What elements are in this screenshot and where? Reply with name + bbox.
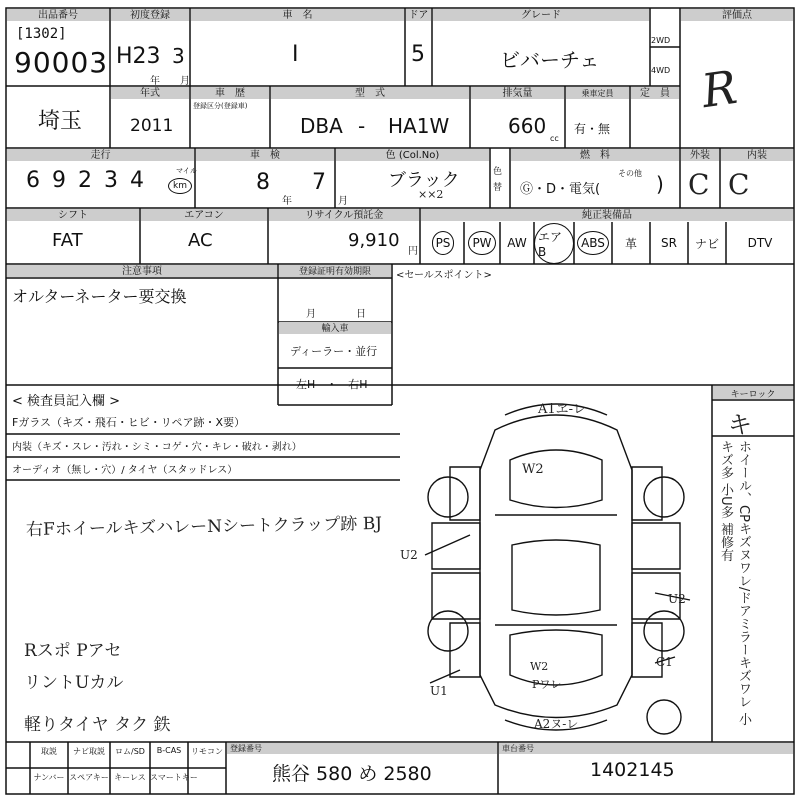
shift-label: シフト bbox=[58, 210, 88, 221]
equip-7 bbox=[688, 222, 726, 264]
equip-6 bbox=[650, 222, 688, 264]
odometer-label: 走行 bbox=[90, 150, 111, 161]
score-label: 評価点 bbox=[722, 10, 752, 21]
fuel-value: Ⓖ・D・電気( bbox=[520, 182, 601, 197]
accessory-option: ナンバー bbox=[33, 773, 65, 782]
shift-value: FAT bbox=[52, 230, 83, 251]
accessory-option: ナビ取説 bbox=[73, 747, 105, 756]
car-body-outline bbox=[480, 415, 632, 718]
accessory-option: スマートキー bbox=[150, 773, 198, 782]
equip-label-8: DTV bbox=[747, 236, 773, 250]
sales-point-label: <セールスポイント> bbox=[396, 270, 492, 281]
grade-label: グレード bbox=[521, 10, 561, 21]
damage-mark-rear-bumper: Pワレ bbox=[532, 678, 562, 691]
ac-value: AC bbox=[188, 230, 213, 251]
lot-label: 出品番号 bbox=[38, 10, 78, 21]
prefecture: 埼玉 bbox=[38, 109, 83, 134]
chassis-label: 車台番号 bbox=[502, 744, 534, 753]
ari-nashi: 有・無 bbox=[574, 122, 611, 136]
exterior-grade: C bbox=[688, 168, 710, 201]
equip-8 bbox=[726, 222, 794, 264]
equip-label-2: AW bbox=[507, 236, 527, 250]
left-front-fender bbox=[450, 467, 480, 520]
car-name-label: 車 名 bbox=[282, 10, 313, 21]
equip-1 bbox=[464, 222, 500, 264]
recycle-label: リサイクル預託金 bbox=[304, 210, 384, 221]
car-name: I bbox=[292, 42, 299, 67]
accessory-option: B-CAS bbox=[156, 746, 182, 755]
history-label: 車 歴 bbox=[215, 88, 245, 99]
equip-label-6: SR bbox=[661, 236, 677, 250]
shaken-tsuki: 月 bbox=[338, 196, 348, 207]
inspector-glass: Fガラス（キズ・飛石・ヒビ・リペア跡・X要） bbox=[12, 416, 246, 429]
color-value: ブラック bbox=[388, 170, 460, 191]
odo-unit-mile: マイル bbox=[176, 167, 197, 175]
equip-label-5: 革 bbox=[624, 236, 637, 251]
left-front-door bbox=[432, 523, 480, 569]
drive-4wd: 4WD bbox=[651, 66, 671, 75]
interior-grade: C bbox=[728, 168, 750, 201]
damage-mark-trunk: W2 bbox=[530, 660, 549, 673]
handwritten-note-4: 軽りタイヤ タク 鉄 bbox=[24, 715, 171, 735]
first-reg-month: 3 bbox=[172, 44, 185, 68]
equip-label-1: PW bbox=[468, 231, 495, 255]
car-roof bbox=[512, 540, 600, 615]
damage-mark-left-door: U2 bbox=[400, 548, 418, 562]
inspector-title: < 検査員記入欄 > bbox=[12, 394, 121, 409]
score-value: R bbox=[698, 59, 741, 119]
equip-label-4: ABS bbox=[577, 231, 609, 255]
color-note: ××2 bbox=[418, 188, 444, 201]
fuel-other-label: その他 bbox=[618, 169, 642, 178]
exterior-label: 外装 bbox=[690, 150, 710, 161]
right-front-fender bbox=[632, 467, 662, 520]
first-reg-year: H23 bbox=[116, 44, 161, 69]
tsuki-label: 月 bbox=[180, 76, 190, 87]
model-dash: - bbox=[358, 114, 366, 138]
odo-unit-km: km bbox=[168, 178, 192, 194]
equip-label: 純正装備品 bbox=[582, 210, 632, 221]
lot-bracket: [1302] bbox=[16, 26, 67, 42]
displacement-label: 排気量 bbox=[502, 88, 533, 99]
accessory-option: スペアキー bbox=[69, 773, 109, 782]
wheel-lr bbox=[428, 611, 468, 651]
wheel-rf bbox=[644, 477, 684, 517]
warranty-day: 日 bbox=[356, 309, 366, 320]
odometer: 69234 bbox=[26, 168, 156, 193]
accessory-option: リモコン bbox=[191, 747, 223, 756]
dealer-option: ディーラー・並行 bbox=[290, 345, 378, 358]
remarks-label: 注意事項 bbox=[122, 266, 162, 277]
equip-label-3: エアB bbox=[534, 223, 574, 264]
keylock-label: キーロック bbox=[730, 390, 776, 400]
damage-mark-left-rear: U1 bbox=[430, 684, 448, 698]
equip-2 bbox=[500, 222, 534, 264]
fuel-label: 燃 料 bbox=[580, 150, 610, 161]
accessory-option: 取説 bbox=[41, 747, 57, 756]
model-code-label: 型 式 bbox=[355, 88, 385, 99]
cc-unit: cc bbox=[550, 134, 559, 143]
equip-3 bbox=[534, 222, 574, 264]
history-small: 登録区分(登録車) bbox=[193, 102, 248, 110]
color-label: 色 (Col.No) bbox=[385, 150, 440, 161]
steering-option: 左H ・ 右H bbox=[296, 378, 368, 391]
ac-label: エアコン bbox=[184, 210, 224, 221]
equip-label-7: ナビ bbox=[694, 236, 719, 251]
fuel-close: ) bbox=[656, 172, 664, 196]
inspector-interior: 内装（キズ・スレ・汚れ・シミ・コゲ・穴・キレ・破れ・剥れ） bbox=[12, 442, 302, 453]
plate-number: 熊谷 580 め 2580 bbox=[272, 763, 432, 785]
interior-label: 内装 bbox=[747, 150, 767, 161]
wheel-lf bbox=[428, 477, 468, 517]
recycle-fee: 9,910 bbox=[348, 230, 400, 251]
drive-2wd: 2WD bbox=[651, 36, 671, 45]
side-notes: ホイール、CPキズヌワレ/ドアミラーキズワレ 小キズ多 小U多 補修有 bbox=[718, 440, 751, 726]
keylock-mark: キ bbox=[728, 411, 752, 439]
damage-mark-right-door: U2 bbox=[668, 592, 686, 606]
yen-label: 円 bbox=[408, 246, 418, 257]
damage-mark-hood: W2 bbox=[522, 462, 544, 477]
remarks-text: オルターネーター要交換 bbox=[12, 287, 187, 306]
equip-4 bbox=[574, 222, 612, 264]
shaken-nen: 年 bbox=[282, 196, 292, 207]
damage-mark-rear: A2ヌ-レ bbox=[534, 717, 579, 731]
first-reg-label: 初度登録 bbox=[130, 10, 170, 21]
color-change-label: 色替 bbox=[493, 167, 503, 193]
warranty-month: 月 bbox=[306, 309, 316, 320]
lot-number: 90003 bbox=[14, 46, 109, 79]
shaken-year: 8 bbox=[256, 170, 270, 195]
handwritten-note-2: Rスポ Pアセ bbox=[24, 641, 122, 661]
import-label: 輸入車 bbox=[321, 324, 349, 334]
right-front-door bbox=[632, 523, 680, 569]
model-year-label: 年式 bbox=[140, 88, 160, 99]
model-prefix: DBA bbox=[300, 114, 343, 138]
damage-mark-right-rear: C1 bbox=[656, 655, 673, 669]
grade-value: ビバーチェ bbox=[500, 48, 600, 72]
spare-tire bbox=[647, 700, 681, 734]
shaken-label: 車 検 bbox=[250, 150, 280, 161]
plate-label: 登録番号 bbox=[230, 744, 262, 753]
model-code: HA1W bbox=[388, 114, 450, 138]
handwritten-note-1: 右FホイールキズハレーNシートクラップ跡 BJ bbox=[25, 513, 383, 541]
handwritten-note-3: リントUカル bbox=[24, 673, 124, 693]
door-label: ドア bbox=[408, 10, 429, 21]
damage-mark-front-bumper: A1ヱ-レ bbox=[538, 402, 587, 417]
wheel-rr bbox=[644, 611, 684, 651]
inspector-audio: オーディオ（無し・穴）/ タイヤ（スタッドレス） bbox=[12, 465, 238, 476]
car-hood bbox=[510, 450, 602, 508]
displacement: 660 bbox=[508, 114, 547, 138]
shaken-month: 7 bbox=[312, 170, 326, 195]
chassis-number: 1402145 bbox=[590, 759, 675, 781]
capacity-label: 乗車定員 bbox=[581, 89, 614, 98]
model-year: 2011 bbox=[130, 116, 174, 136]
door-count: 5 bbox=[411, 42, 425, 67]
equip-0 bbox=[422, 222, 464, 264]
accessory-option: キーレス bbox=[114, 773, 146, 782]
equip-label-0: PS bbox=[432, 231, 455, 255]
equip-5 bbox=[612, 222, 650, 264]
accessory-option: ロム/SD bbox=[115, 747, 145, 756]
seat-label: 定 員 bbox=[640, 88, 670, 99]
warranty-label: 登録証明有効期限 bbox=[298, 267, 371, 277]
nen-label: 年 bbox=[150, 76, 160, 87]
